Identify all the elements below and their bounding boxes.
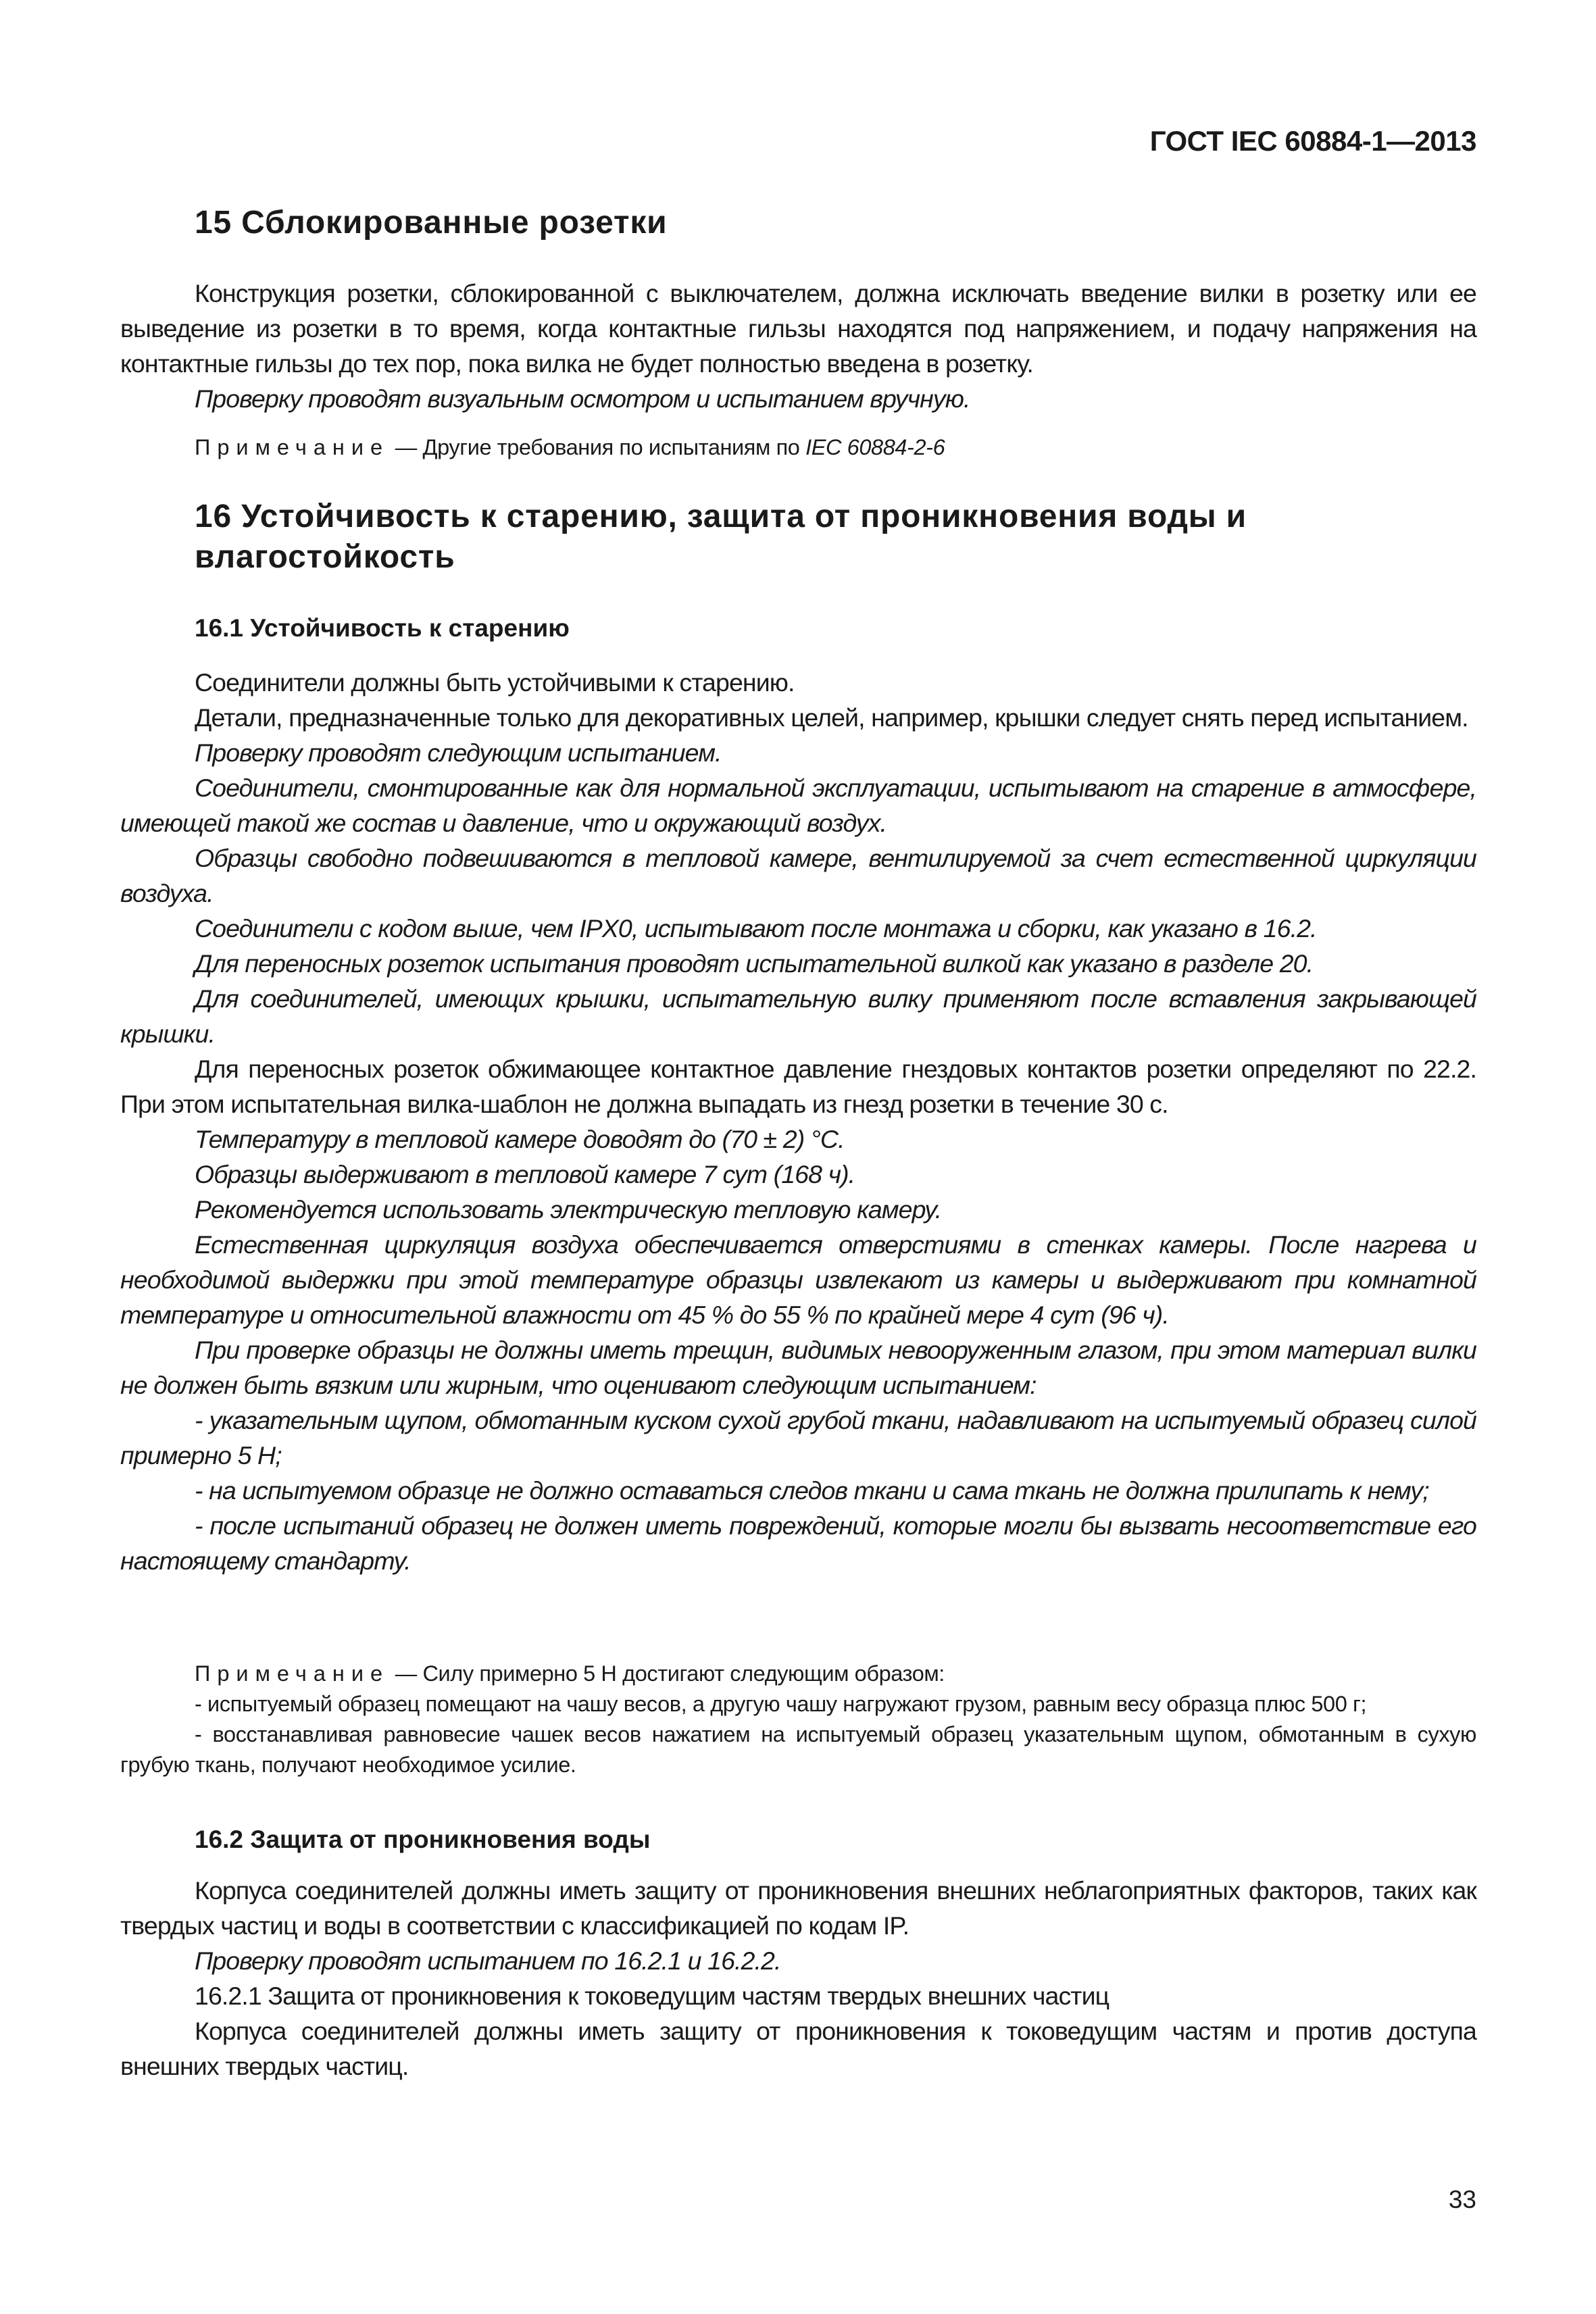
section-16-1-body [120,665,1476,1578]
note [120,432,1476,463]
paragraph: Для соединителей, имеющих крышки, испытательную вилку применяют после вставления закрывающей крышки. [120,984,1476,1048]
note-reference: IEC 60884-2-6 [805,435,945,459]
note-text: — Силу примерно 5 Н достигают следующим образом: [389,1661,945,1686]
paragraph: Естественная циркуляция воздуха обеспечивается отверстиями в стенках камеры. После нагрева и необходимой выдержки при этой температуре образцы извлекают из камеры и выдерживают при комнатной температуре и относительной влажности от 45 % до 55 % по крайней мере 4 сут (96 ч). [120,1230,1476,1329]
paragraph: Корпуса соединителей должны иметь защиту от проникновения внешних неблагоприятных факторов, таких как твердых частиц и воды в соответствии с классификацией по кодам IP. [120,1876,1476,1940]
paragraph: Соединители с кодом выше, чем IPX0, испытывают после монтажа и сборки, как указано в 16.2. [195,914,1317,942]
section-16-1-title: 16.1 Устойчивость к старению [195,614,570,642]
paragraph: Детали, предназначенные только для декоративных целей, например, крышки следует снять перед испытанием. [195,703,1468,732]
paragraph: Для переносных розеток обжимающее контактное давление гнездовых контактов розетки определяют по 22.2. При этом испытательная вилка-шаблон не должна выпадать из гнезд розетки в течение 30 с. [120,1055,1476,1118]
note-text: — Другие требования по испытаниям по [389,435,806,459]
section-15-body [120,276,1476,416]
standard-designation: ГОСТ IEC 60884-1—2013 [1149,125,1476,157]
section-16-1-note [120,1659,1476,1780]
subsection-16-2-1-heading: 16.2.1 Защита от проникновения к токоведущим частям твердых внешних частиц [195,1982,1109,2010]
paragraph: Корпуса соединителей должны иметь защиту от проникновения к токоведущим частям и против доступа внешних твердых частиц. [120,2017,1476,2080]
note-label: Примечание [195,435,390,459]
paragraph: Проверку проводят визуальным осмотром и испытанием вручную. [195,384,970,413]
paragraph: Проверку проводят следующим испытанием. [195,738,722,767]
section-15-title: 15 Сблокированные розетки [195,205,668,241]
list-item: - на испытуемом образце не должно оставаться следов ткани и сама ткань не должна прилипать к нему; [195,1476,1429,1505]
paragraph: Проверку проводят испытанием по 16.2.1 и 16.2.2. [195,1946,781,1975]
section-16-title: 16 Устойчивость к старению, защита от проникновения воды и влагостойкость [195,499,1247,575]
paragraph: Образцы свободно подвешиваются в тепловой камере, вентилируемой за счет естественной циркуляции воздуха. [120,844,1476,907]
page-number: 33 [1448,2186,1476,2213]
paragraph: Конструкция розетки, сблокированной с выключателем, должна исключать введение вилки в розетку или ее выведение из розетки в то время, когда контактные гильзы находятся под напряжением, и подачу напряжения на контактные гильзы до тех пор, пока вилка не будет полностью введена в розетку. [120,279,1476,378]
document-page [120,0,1476,2314]
section-16-2-body [120,1873,1476,2084]
list-item: - после испытаний образец не должен иметь повреждений, которые могли бы вызвать несоответствие его настоящему стандарту. [120,1511,1476,1575]
paragraph: Для переносных розеток испытания проводят испытательной вилкой как указано в разделе 20. [195,949,1314,978]
paragraph: Образцы выдерживают в тепловой камере 7 сут (168 ч). [195,1160,855,1188]
paragraph: При проверке образцы не должны иметь трещин, видимых невооруженным глазом, при этом материал вилки не должен быть вязким или жирным, что оценивают следующим испытанием: [120,1336,1476,1399]
section-16-2-title: 16.2 Защита от проникновения воды [195,1826,651,1853]
section-15-note [120,432,1476,463]
note [120,1659,1476,1689]
paragraph: Рекомендуется использовать электрическую тепловую камеру. [195,1195,942,1224]
note-label: Примечание [195,1661,390,1686]
list-item: - указательным щупом, обмотанным куском сухой грубой ткани, надавливают на испытуемый образец силой примерно 5 Н; [120,1406,1476,1469]
note-item: - восстанавливая равновесие чашек весов нажатием на испытуемый образец указательным щупом, обмотанным в сухую грубую ткань, получают необходимое усилие. [120,1722,1476,1777]
paragraph: Соединители, смонтированные как для нормальной эксплуатации, испытывают на старение в атмосфере, имеющей такой же состав и давление, что и окружающий воздух. [120,774,1476,837]
paragraph: Температуру в тепловой камере доводят до (70 ± 2) °С. [195,1125,845,1153]
paragraph: Соединители должны быть устойчивыми к старению. [195,668,795,697]
note-item: - испытуемый образец помещают на чашу весов, а другую чашу нагружают грузом, равным весу образца плюс 500 г; [195,1692,1367,1716]
